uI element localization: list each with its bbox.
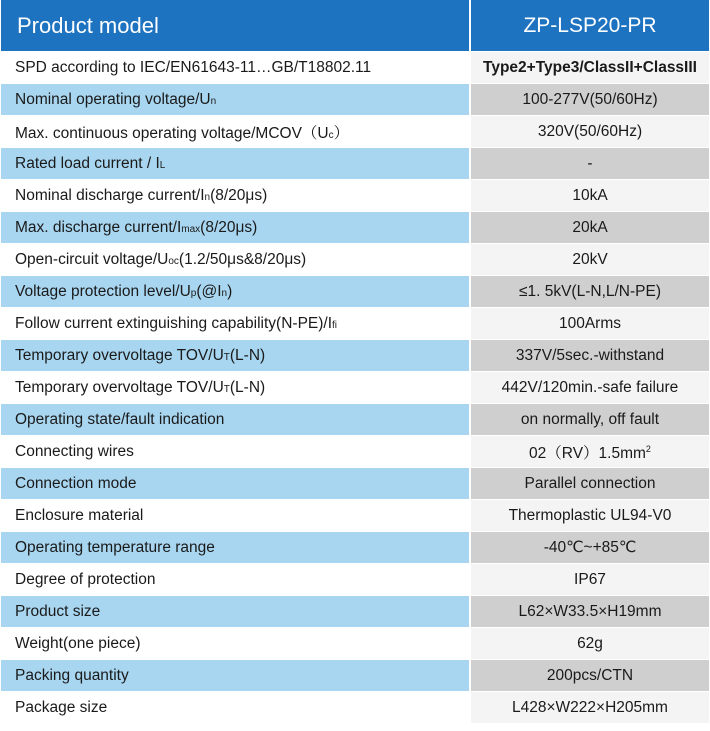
value-text: 62g (577, 634, 603, 652)
param-text: Temporary overvoltage TOV/U (15, 346, 224, 364)
value-cell (470, 692, 709, 724)
param-text: Nominal discharge current/I (15, 186, 205, 204)
table-row (1, 84, 709, 116)
param-text: Enclosure material (15, 506, 144, 524)
value-cell (470, 276, 709, 308)
param-cell (1, 532, 470, 564)
table-row (1, 180, 709, 212)
value-text: 100Arms (558, 314, 622, 332)
param-subscript: max (181, 223, 201, 235)
param-subscript: oc (168, 255, 179, 267)
param-cell (1, 340, 470, 372)
header-param-label: Product model (1, 0, 470, 52)
value-cell (470, 52, 709, 84)
value-cell (470, 436, 709, 468)
value-superscript: 2 (645, 443, 651, 454)
table-row (1, 276, 709, 308)
param-text: Connection mode (15, 474, 137, 492)
value-cell (470, 532, 709, 564)
param-cell (1, 436, 470, 468)
param-text: Weight(one piece) (15, 634, 141, 652)
table-row (1, 628, 709, 660)
param-subscript: p (190, 287, 197, 299)
param-text: Packing quantity (15, 666, 129, 684)
table-row (1, 468, 709, 500)
table-row (1, 500, 709, 532)
value-text: on normally, off fault (520, 410, 660, 428)
param-text: Package size (15, 698, 108, 716)
param-subscript: T (223, 383, 230, 395)
param-cell (1, 52, 470, 84)
value-text: 100-277V(50/60Hz) (522, 90, 658, 108)
param-cell (1, 500, 470, 532)
param-cell (1, 276, 470, 308)
param-text: Follow current extinguishing capability(N-PE)/I (15, 314, 333, 332)
value-text: 02（RV）1.5mm (529, 444, 646, 462)
param-cell (1, 244, 470, 276)
value-text: Type2+Type3/ClassII+ClassIII (483, 58, 697, 76)
table-row (1, 596, 709, 628)
table-row (1, 340, 709, 372)
value-cell (470, 116, 709, 148)
param-subscript: L (159, 159, 166, 171)
param-text: Max. discharge current/I (15, 218, 182, 236)
value-text: - (587, 154, 593, 172)
param-cell (1, 596, 470, 628)
param-text: Connecting wires (15, 442, 134, 460)
value-cell (470, 244, 709, 276)
value-cell (470, 212, 709, 244)
table-row (1, 436, 709, 468)
spec-table (1, 0, 709, 724)
value-text: 10kA (572, 186, 608, 204)
spec-table-body (1, 0, 709, 724)
param-text: Open-circuit voltage/U (15, 250, 169, 268)
value-cell (470, 404, 709, 436)
value-text: 20kV (572, 250, 608, 268)
param-text: Product size (15, 602, 101, 620)
table-row (1, 244, 709, 276)
table-row (1, 308, 709, 340)
table-row (1, 372, 709, 404)
param-cell (1, 180, 470, 212)
value-text: IP67 (574, 570, 606, 588)
param-text: (8/20μs) (210, 186, 268, 204)
param-cell (1, 212, 470, 244)
param-text: Degree of protection (15, 570, 156, 588)
value-text: 320V(50/60Hz) (537, 122, 643, 140)
param-cell (1, 468, 470, 500)
value-cell (470, 84, 709, 116)
param-text: (L-N) (229, 346, 266, 364)
value-cell (470, 308, 709, 340)
table-row (1, 116, 709, 148)
param-cell (1, 404, 470, 436)
value-cell (470, 180, 709, 212)
param-text: ） (333, 124, 350, 142)
table-row (1, 660, 709, 692)
value-cell (470, 596, 709, 628)
value-text: 442V/120min.-safe failure (501, 378, 679, 396)
value-cell (470, 660, 709, 692)
param-text: (8/20μs) (200, 218, 258, 236)
param-text: ) (227, 282, 233, 300)
param-text: (L-N) (229, 378, 266, 396)
param-text: Rated load current / I (15, 154, 160, 172)
value-cell (470, 148, 709, 180)
value-text: Thermoplastic UL94-V0 (508, 506, 672, 524)
param-text: SPD according to IEC/EN61643-11…GB/T18802.11 (15, 58, 372, 76)
value-text: 20kA (572, 218, 608, 236)
param-text: (1.2/50μs&8/20μs) (178, 250, 307, 268)
value-text: Parallel connection (524, 474, 656, 492)
param-subscript: c (328, 129, 334, 141)
param-text: (@I (196, 282, 222, 300)
param-cell (1, 372, 470, 404)
param-cell (1, 628, 470, 660)
param-text: Max. continuous operating voltage/MCOV（U (15, 124, 329, 142)
value-cell (470, 564, 709, 596)
param-subscript: n (221, 287, 228, 299)
param-subscript: fi (332, 319, 338, 331)
table-row (1, 532, 709, 564)
value-text: 337V/5sec.-withstand (515, 346, 665, 364)
value-text: ≤1. 5kV(L-N,L/N-PE) (518, 282, 661, 300)
value-cell (470, 500, 709, 532)
value-text: 200pcs/CTN (546, 666, 634, 684)
param-text: Operating temperature range (15, 538, 215, 556)
param-text: Nominal operating voltage/U (15, 90, 211, 108)
table-row (1, 212, 709, 244)
param-cell (1, 148, 470, 180)
param-subscript: n (204, 191, 211, 203)
header-row (1, 0, 709, 52)
value-cell (470, 468, 709, 500)
table-row (1, 52, 709, 84)
value-text: L428×W222×H205mm (512, 698, 668, 716)
table-row (1, 564, 709, 596)
value-cell (470, 372, 709, 404)
param-cell (1, 564, 470, 596)
header-model-value: ZP-LSP20-PR (470, 0, 709, 52)
param-cell (1, 660, 470, 692)
param-cell (1, 84, 470, 116)
table-row (1, 692, 709, 724)
param-subscript: T (223, 351, 230, 363)
table-row (1, 148, 709, 180)
value-cell (470, 340, 709, 372)
param-text: Operating state/fault indication (15, 410, 225, 428)
param-cell (1, 116, 470, 148)
value-text: L62×W33.5×H19mm (518, 602, 662, 620)
param-text: Temporary overvoltage TOV/U (15, 378, 224, 396)
param-text: Voltage protection level/U (15, 282, 191, 300)
param-cell (1, 308, 470, 340)
value-cell (470, 628, 709, 660)
param-cell (1, 692, 470, 724)
value-text: -40℃~+85℃ (543, 539, 637, 556)
param-subscript: n (210, 95, 217, 107)
table-row (1, 404, 709, 436)
